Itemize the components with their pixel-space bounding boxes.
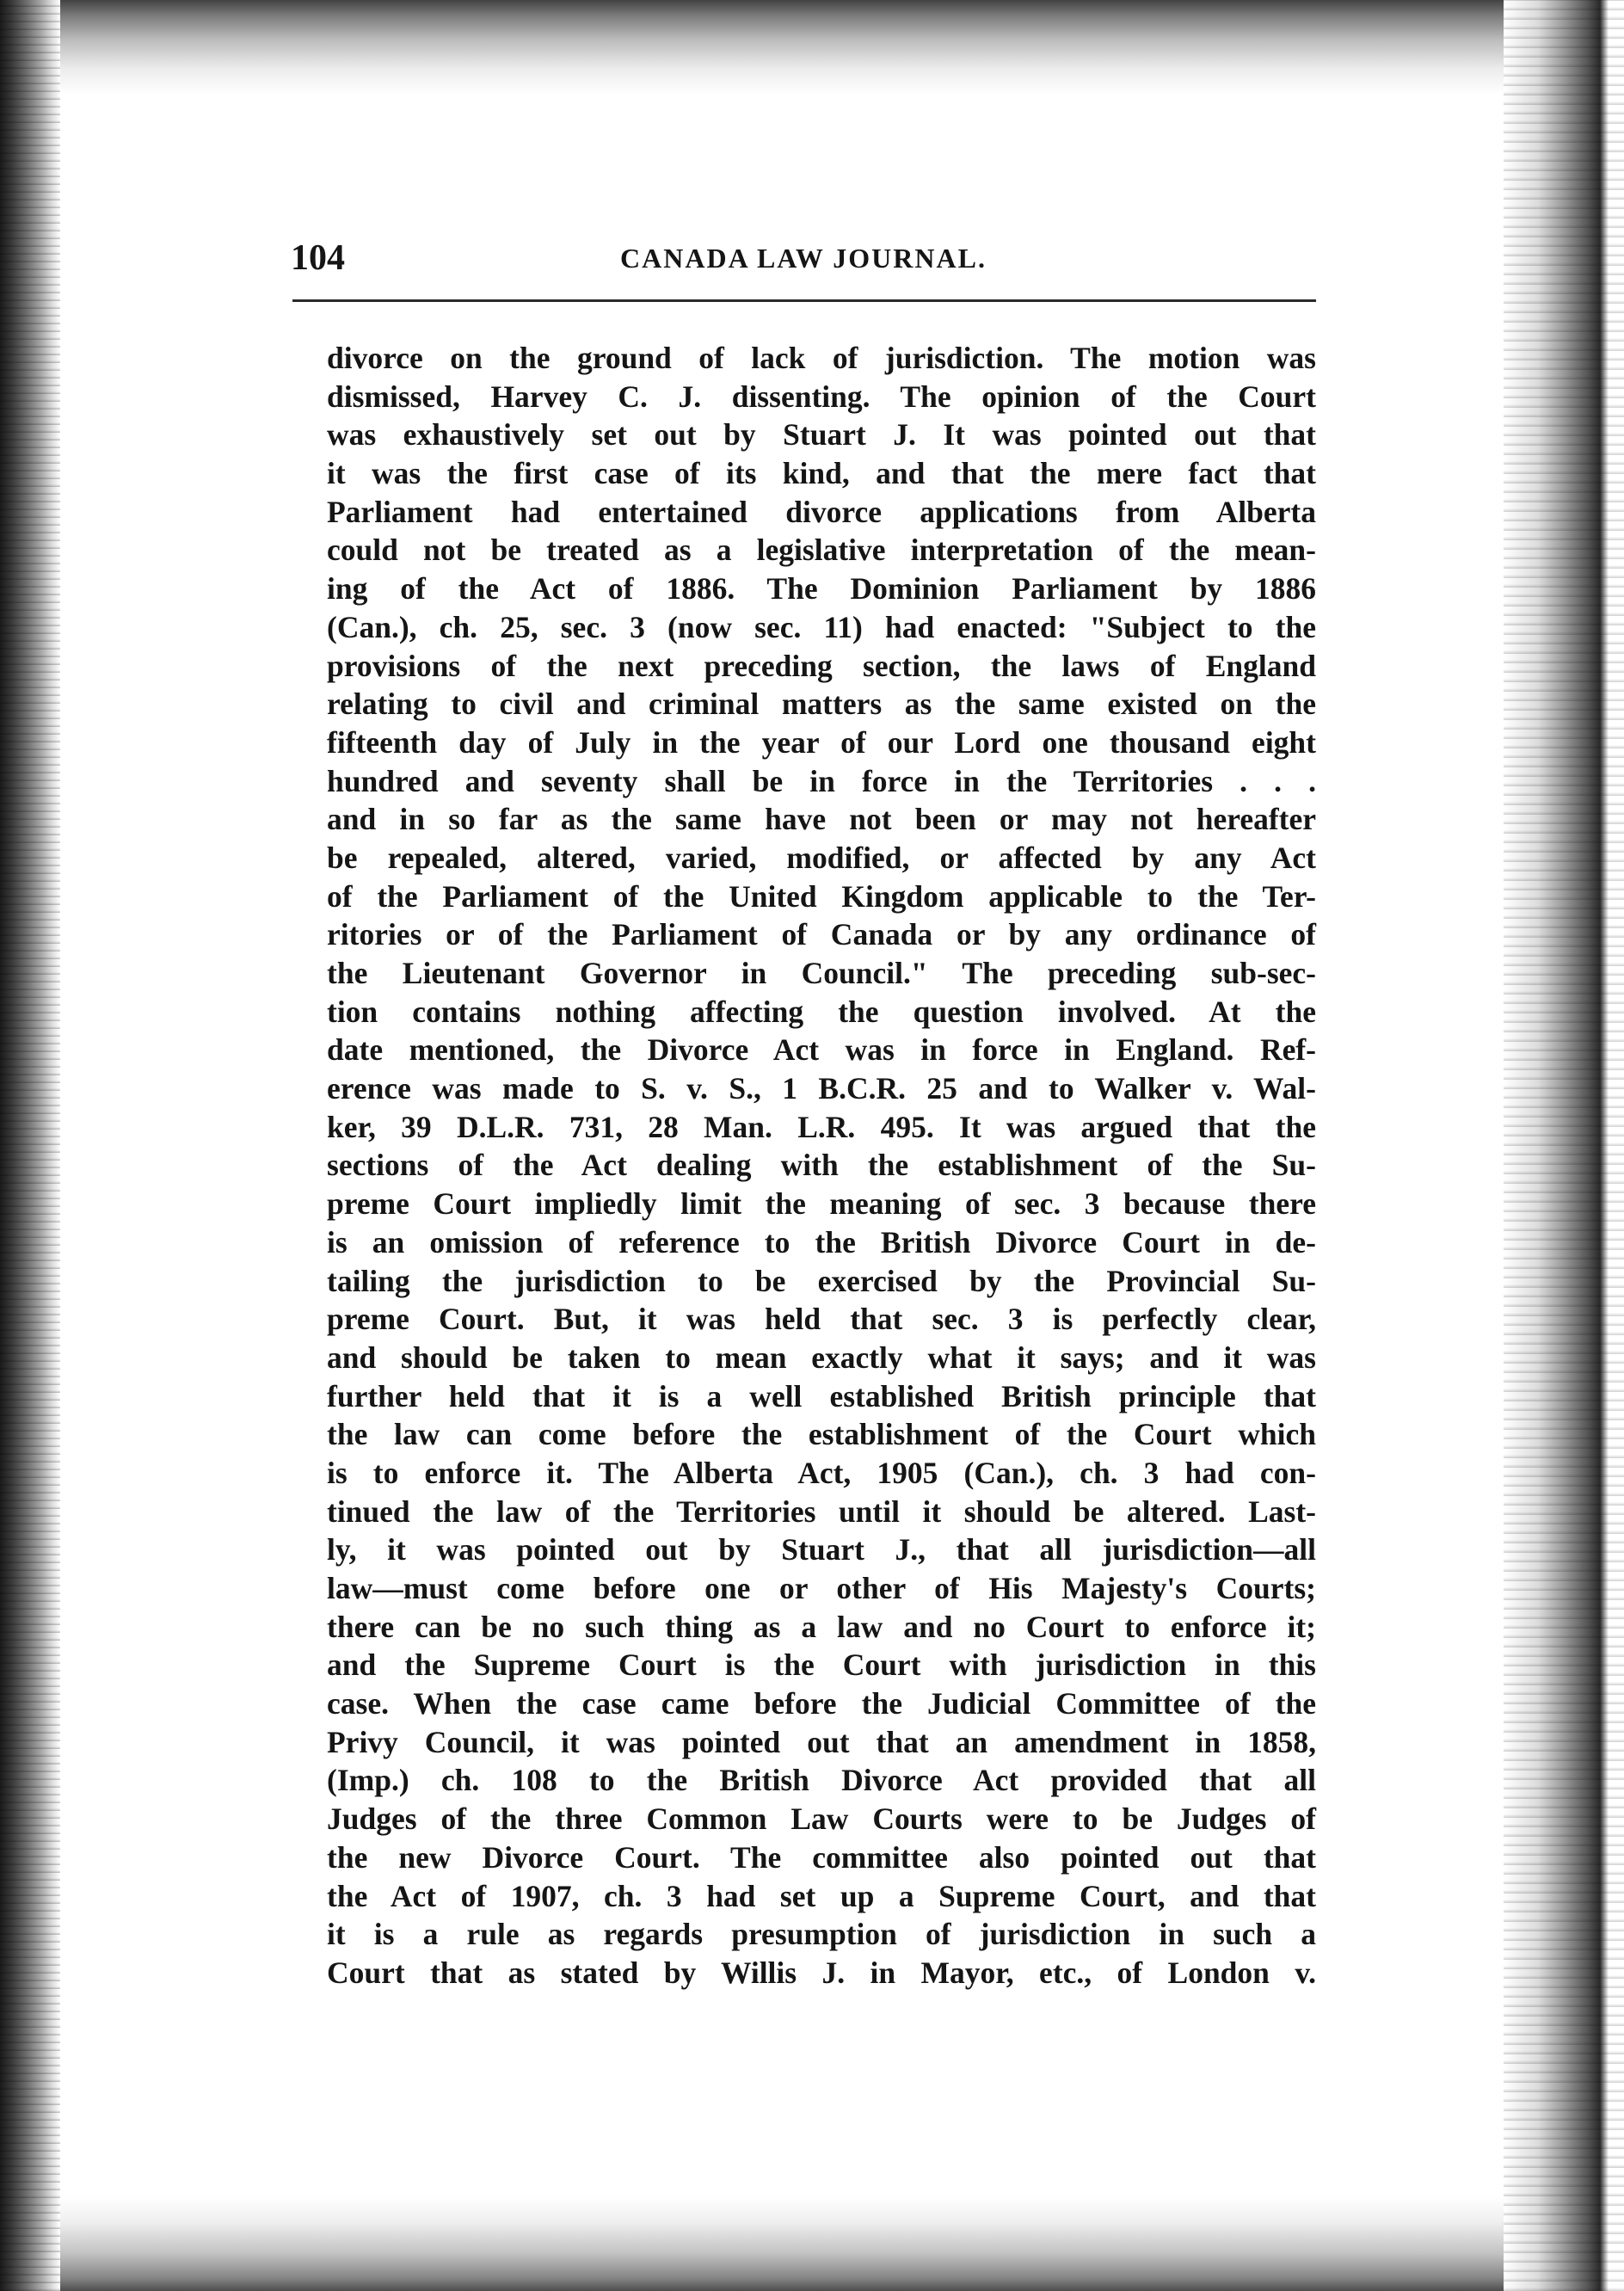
body-line: dismissed, Harvey C. J. dissenting. The opinion of the Court — [327, 379, 1316, 414]
body-line: (Can.), ch. 25, sec. 3 (now sec. 11) had enacted: "Subject to the — [327, 609, 1316, 644]
body-line: of the Parliament of the United Kingdom applicable to the Ter- — [327, 878, 1316, 914]
body-line: tion contains nothing affecting the question involved. At the — [327, 994, 1316, 1029]
body-line: case. When the case came before the Judicial Committee of the — [327, 1686, 1316, 1721]
body-line: the new Divorce Court. The committee also pointed out that — [327, 1839, 1316, 1875]
body-line: ing of the Act of 1886. The Dominion Parliament by 1886 — [327, 571, 1316, 607]
body-line: preme Court impliedly limit the meaning of sec. 3 because there — [327, 1186, 1316, 1222]
body-line: date mentioned, the Divorce Act was in force in England. Ref- — [327, 1032, 1316, 1068]
body-line: hundred and seventy shall be in force in the Territories . . . — [327, 763, 1316, 798]
body-line: the law can come before the establishment of the Court which — [327, 1417, 1316, 1452]
body-line: Privy Council, it was pointed out that an amendment in 1858, — [327, 1724, 1316, 1759]
body-line: further held that it is a well established British principle that — [327, 1378, 1316, 1413]
running-head: CANADA LAW JOURNAL. — [620, 243, 987, 274]
body-line: relating to civil and criminal matters as the same existed on the — [327, 687, 1316, 722]
body-line: Court that as stated by Willis J. in Mayor, etc., of London v. — [327, 1955, 1316, 1990]
body-line: Judges of the three Common Law Courts were to be Judges of — [327, 1801, 1316, 1837]
body-line: Parliament had entertained divorce applications from Alberta — [327, 494, 1316, 529]
body-line: is an omission of reference to the British Divorce Court in de- — [327, 1224, 1316, 1259]
body-line: and in so far as the same have not been or may not hereafter — [327, 802, 1316, 837]
body-line: be repealed, altered, varied, modified, or affected by any Act — [327, 840, 1316, 875]
body-line: tailing the jurisdiction to be exercised by the Provincial Su- — [327, 1263, 1316, 1298]
body-line: and should be taken to mean exactly what it says; and it was — [327, 1339, 1316, 1375]
body-line: the Lieutenant Governor in Council." The preceding sub-sec- — [327, 956, 1316, 990]
body-line: provisions of the next preceding section, the laws of England — [327, 648, 1316, 683]
body-line: ker, 39 D.L.R. 731, 28 Man. L.R. 495. It was argued that the — [327, 1109, 1316, 1144]
body-line: (Imp.) ch. 108 to the British Divorce Act provided that all — [327, 1763, 1316, 1798]
body-line: tinued the law of the Territories until it should be altered. Last- — [327, 1493, 1316, 1529]
body-line: there can be no such thing as a law and no Court to enforce it; — [327, 1609, 1316, 1644]
body-line: and the Supreme Court is the Court with jurisdiction in this — [327, 1647, 1316, 1683]
body-line: was exhaustively set out by Stuart J. It was pointed out that — [327, 417, 1316, 453]
body-text — [327, 339, 1316, 1992]
body-line: could not be treated as a legislative interpretation of the mean- — [327, 533, 1316, 568]
body-line: divorce on the ground of lack of jurisdiction. The motion was — [327, 341, 1316, 375]
page-header — [291, 232, 1316, 284]
body-line: preme Court. But, it was held that sec. 3 is perfectly clear, — [327, 1302, 1316, 1337]
header-rule — [292, 299, 1316, 302]
body-line: it is a rule as regards presumption of jurisdiction in such a — [327, 1917, 1316, 1952]
body-line: law—must come before one or other of His Majesty's Courts; — [327, 1571, 1316, 1605]
body-line: ritories or of the Parliament of Canada or by any ordinance of — [327, 917, 1316, 952]
body-line: fifteenth day of July in the year of our Lord one thousand eight — [327, 724, 1316, 760]
body-line: sections of the Act dealing with the establishment of the Su- — [327, 1148, 1316, 1183]
page-number: 104 — [291, 238, 345, 278]
body-line: erence was made to S. v. S., 1 B.C.R. 25 and to Walker v. Wal- — [327, 1071, 1316, 1106]
body-line: ly, it was pointed out by Stuart J., that all jurisdiction—all — [327, 1532, 1316, 1567]
body-line: the Act of 1907, ch. 3 had set up a Supreme Court, and that — [327, 1878, 1316, 1913]
body-line: it was the first case of its kind, and that the mere fact that — [327, 456, 1316, 491]
body-line: is to enforce it. The Alberta Act, 1905 (Can.), ch. 3 had con- — [327, 1455, 1316, 1490]
